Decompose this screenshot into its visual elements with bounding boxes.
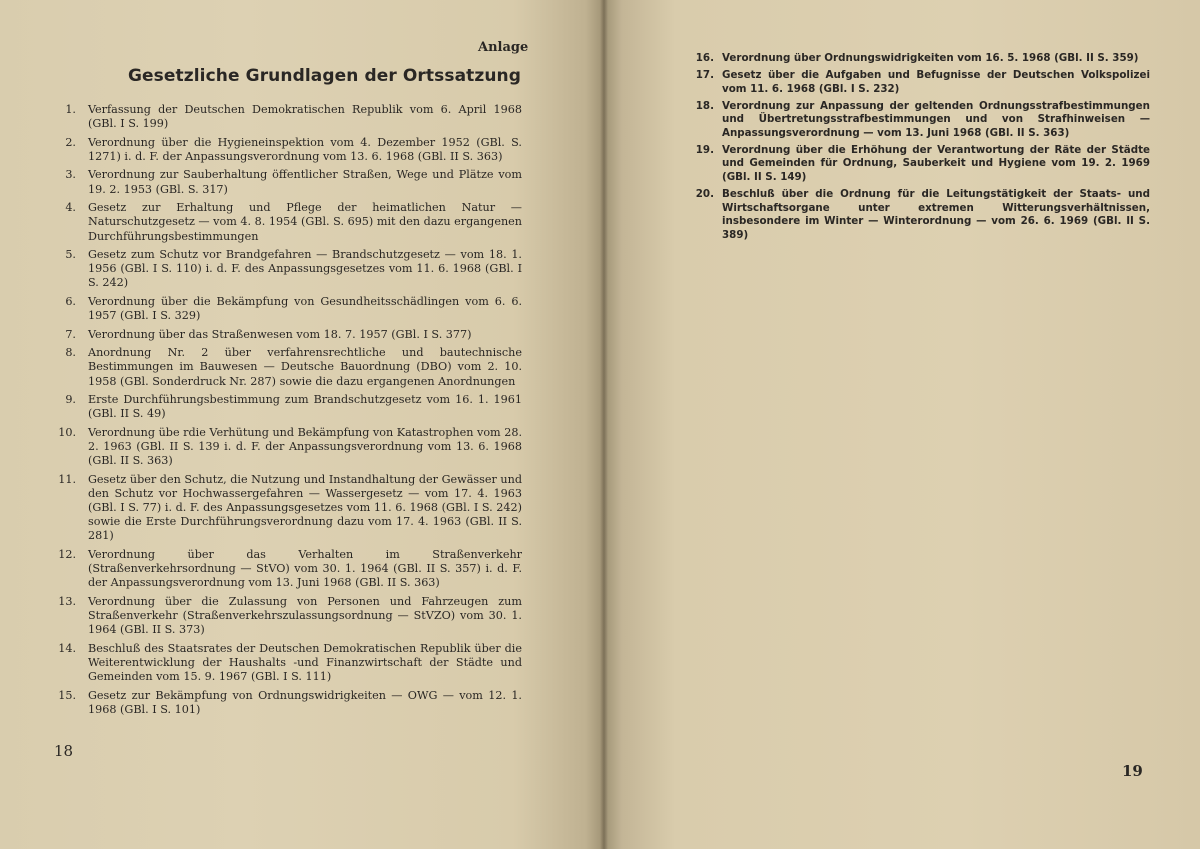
item-text: Anordnung Nr. 2 über verfahrensrechtliche und bautechnische Bestimmungen im Bauwesen — Deutsche Bauordnung (DBO) vom 2. 10. 1958 (GBl. Sonderdruck Nr. 287) sowie die dazu ergangenen Anordnungen [88, 346, 522, 388]
item-text: Verordnung übe rdie Verhütung und Bekämpfung von Katastrophen vom 28. 2. 1963 (GBl. II S. 139 i. d. F. der Anpassungsverordnung vom 13. 6. 1968 (GBl. II S. 363) [88, 425, 523, 468]
item-text: Verordnung zur Anpassung der geltenden Ordnungsstrafbestimmungen und Übertretungsstrafbestimmungen und von Strafhinweisen — Anpassungsverordnung — vom 13. Juni 1968 (GBl. II S. 363) [722, 99, 1150, 139]
list-item [52, 103, 522, 131]
item-number: 4. [65, 201, 76, 215]
item-number: 13. [58, 594, 76, 608]
item-number: 18. [695, 99, 714, 112]
item-text: Verordnung zur Sauberhaltung öffentlicher Straßen, Wege und Plätze vom 19. 2. 1953 (GBl. S. 317) [88, 168, 522, 196]
item-number: 16. [695, 52, 714, 64]
list-item [52, 473, 522, 544]
item-number: 19. [695, 143, 714, 156]
book-fold [600, 0, 608, 849]
list-item [52, 393, 522, 421]
legal-basis-list [52, 103, 522, 721]
list-item [52, 248, 522, 291]
item-text: Verordnung über das Straßenwesen vom 18. 7. 1957 (GBl. I S. 377) [88, 327, 472, 341]
item-number: 2. [65, 135, 76, 149]
list-item [52, 548, 522, 591]
item-number: 8. [65, 346, 76, 360]
item-text: Gesetz über den Schutz, die Nutzung und Instandhaltung der Gewässer und den Schutz vor Hochwassergefahren — Wassergesetz — vom 17. 4. 1963 (GBl. I S. 77) i. d. F. des Anpassungsgesetzes vom 11. 6. 1968 (GBl. I S. 242) sowie die Erste Durchführungsverordnung dazu vom 17. 4. 1963 (GBl. II S. 281) [88, 472, 522, 543]
item-text: Beschluß über die Ordnung für die Leitungstätigkeit der Staats- und Wirtschaftsorgane unter extremen Witterungsverhältnissen, insbesondere im Winter — Winterordnung — vom 26. 6. 1969 (GBl. II S. 389) [722, 187, 1150, 241]
list-item [52, 168, 522, 196]
item-text: Gesetz zur Bekämpfung von Ordnungswidrigkeiten — OWG — vom 12. 1. 1968 (GBl. I S. 101) [88, 688, 522, 716]
legal-basis-list-continued [692, 52, 1150, 246]
list-item [52, 595, 522, 638]
item-number: 20. [695, 187, 714, 200]
list-item [692, 52, 1150, 66]
item-text: Beschluß des Staatsrates der Deutschen Demokratischen Republik über die Weiterentwicklung der Haushalts -und Finanzwirtschaft der Städte und Gemeinden vom 15. 9. 1967 (GBl. I S. 111) [88, 641, 522, 684]
item-number: 1. [65, 103, 76, 116]
list-item [52, 426, 522, 469]
page-number-right: 19 [1122, 762, 1143, 780]
item-text: Verordnung über die Hygieneinspektion vom 4. Dezember 1952 (GBl. S. 1271) i. d. F. der Anpassungsverordnung vom 13. 6. 1968 (GBl. II S. 363) [88, 135, 522, 163]
item-text: Verordnung über die Erhöhung der Verantwortung der Räte der Städte und Gemeinden für Ordnung, Sauberkeit und Hygiene vom 19. 2. 1969 (GBl. II S. 149) [722, 143, 1150, 183]
list-item [52, 136, 522, 164]
item-text: Gesetz über die Aufgaben und Befugnisse der Deutschen Volkspolizei vom 11. 6. 1968 (GBl. I S. 232) [722, 68, 1150, 95]
item-number: 6. [65, 294, 76, 308]
annex-tag: Anlage [478, 40, 529, 55]
list-item [52, 346, 522, 389]
list-item [52, 295, 522, 323]
item-text: Verordnung über die Bekämpfung von Gesundheitsschädlingen vom 6. 6. 1957 (GBl. I S. 329) [88, 294, 522, 323]
item-text: Verordnung über das Verhalten im Straßenverkehr (Straßenverkehrsordnung — StVO) vom 30. 1. 1964 (GBl. II S. 357) i. d. F. der Anpassungsverordnung vom 13. Juni 1968 (GBl. II S. 363) [88, 547, 522, 590]
list-item [52, 689, 522, 717]
list-item [692, 188, 1150, 242]
item-text: Verordnung über die Zulassung von Personen und Fahrzeugen zum Straßenverkehr (Straßenverkehrszulassungsordnung — StVZO) vom 30. 1. 1964 (GBl. II S. 373) [88, 594, 522, 637]
page-heading: Gesetzliche Grundlagen der Ortssatzung [128, 66, 522, 86]
item-number: 12. [58, 547, 76, 561]
list-item [692, 69, 1150, 96]
item-number: 9. [65, 393, 76, 407]
list-item [52, 328, 522, 342]
item-text: Gesetz zur Erhaltung und Pflege der heimatlichen Natur — Naturschutzgesetz — vom 4. 8. 1954 (GBl. S. 695) mit den dazu ergangenen Durchführungsbestimmungen [88, 201, 522, 243]
item-text: Erste Durchführungsbestimmung zum Brandschutzgesetz vom 16. 1. 1961 (GBl. II S. 49) [88, 393, 522, 421]
list-item [692, 100, 1150, 141]
item-number: 5. [65, 248, 76, 262]
page-number-left: 18 [54, 742, 74, 760]
item-number: 17. [695, 68, 714, 81]
list-item [52, 201, 522, 244]
item-text: Verordnung über Ordnungswidrigkeiten vom 16. 5. 1968 (GBl. II S. 359) [722, 52, 1139, 64]
item-number: 3. [65, 168, 76, 182]
right-page [604, 0, 1200, 849]
item-number: 15. [58, 688, 76, 702]
item-number: 7. [65, 327, 76, 341]
list-item [52, 642, 522, 685]
item-number: 14. [58, 641, 76, 655]
item-number: 10. [58, 425, 76, 439]
item-text: Verfassung der Deutschen Demokratischen Republik vom 6. April 1968 (GBl. I S. 199) [88, 103, 522, 131]
item-number: 11. [58, 472, 76, 486]
list-item [692, 144, 1150, 185]
item-text: Gesetz zum Schutz vor Brandgefahren — Brandschutzgesetz — vom 18. 1. 1956 (GBl. I S. 110) i. d. F. des Anpassungsgesetzes vom 11. 6. 1968 (GBl. I S. 242) [88, 248, 522, 290]
